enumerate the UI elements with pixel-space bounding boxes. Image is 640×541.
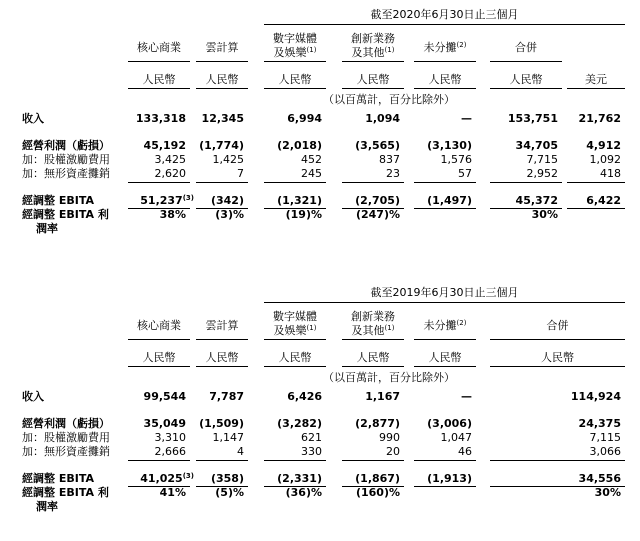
subtotal-rule: [414, 460, 476, 461]
footnote-marker: (3): [182, 472, 194, 480]
table-cell: 46: [458, 445, 472, 458]
currency-underline: [414, 88, 476, 89]
table-cell: 45,372: [515, 194, 558, 207]
table-cell: (247)%: [355, 208, 400, 221]
header-underline: [196, 339, 248, 340]
table-cell: (2,877): [355, 417, 400, 430]
table-cell: 1,576: [440, 153, 472, 166]
table-cell: 35,049: [143, 417, 186, 430]
currency-underline: [196, 88, 248, 89]
table-cell: 20: [386, 445, 400, 458]
table-cell: 621: [301, 431, 322, 444]
row-label-line2: 潤率: [36, 222, 58, 235]
table-cell: (19)%: [285, 208, 322, 221]
table-cell: 7,787: [209, 390, 244, 403]
table-cell: 245: [301, 167, 322, 180]
table-cell: 1,047: [440, 431, 472, 444]
table-cell: 7,715: [526, 153, 558, 166]
column-header: 數字媒體: [273, 310, 317, 323]
row-label: 收入: [22, 390, 44, 403]
table-cell: 452: [301, 153, 322, 166]
column-header: 合併: [515, 41, 537, 54]
table-cell: 1,167: [365, 390, 400, 403]
currency-underline: [342, 88, 404, 89]
row-label: 經營利潤（虧損）: [22, 139, 110, 152]
row-label: 經調整 EBITA: [22, 472, 94, 485]
table-cell: (1,497): [427, 194, 472, 207]
table-cell: 6,994: [287, 112, 322, 125]
table-cell: (3,282): [277, 417, 322, 430]
table-cell: —: [461, 112, 472, 125]
table-cell: 837: [379, 153, 400, 166]
table-cell: (1,913): [427, 472, 472, 485]
header-underline: [490, 339, 625, 340]
unit-note: （以百萬計，百分比除外）: [323, 93, 455, 106]
table-cell: (5)%: [215, 486, 244, 499]
header-underline: [414, 339, 476, 340]
footnote-marker: (3): [182, 194, 194, 202]
table-cell: 1,094: [365, 112, 400, 125]
table-cell: 330: [301, 445, 322, 458]
table-cell: 1,425: [212, 153, 244, 166]
currency-underline: [264, 366, 326, 367]
row-label: 加：無形資產攤銷: [22, 445, 110, 458]
table-cell: 7: [237, 167, 244, 180]
subtotal-rule: [264, 460, 326, 461]
subtotal-rule: [414, 182, 476, 183]
table-cell: 418: [600, 167, 621, 180]
table-cell: 57: [458, 167, 472, 180]
column-header: 核心商業: [137, 41, 181, 54]
unit-note: （以百萬計，百分比除外）: [323, 371, 455, 384]
table-cell: 30%: [531, 208, 558, 221]
period-underline: [264, 24, 625, 25]
currency-underline: [196, 366, 248, 367]
column-header: 合併: [546, 319, 569, 332]
currency-label: 人民幣: [509, 73, 543, 86]
table-cell: 133,318: [135, 112, 186, 125]
header-underline: [128, 339, 190, 340]
total-rule: [414, 486, 476, 487]
table-cell: 24,375: [578, 417, 621, 430]
row-label: 加：股權激勵費用: [22, 431, 110, 444]
currency-underline: [128, 88, 190, 89]
column-header-line2: 及其他$^{(1)}$: [351, 324, 395, 337]
column-header: 未分攤$^{(2)}$: [423, 319, 467, 332]
currency-label: 人民幣: [142, 73, 176, 86]
currency-label: 人民幣: [278, 351, 312, 364]
header-underline: [342, 61, 404, 62]
table-cell: 45,192: [143, 139, 186, 152]
currency-underline: [567, 88, 625, 89]
header-underline: [342, 339, 404, 340]
table-cell: 41,025$^{(3)}$: [140, 472, 194, 485]
footnote-marker: (1): [306, 324, 317, 332]
subtotal-rule: [567, 182, 625, 183]
table-cell: 21,762: [578, 112, 621, 125]
row-label: 經調整 EBITA: [22, 194, 94, 207]
currency-label: 美元: [585, 73, 607, 86]
table-cell: (1,774): [199, 139, 244, 152]
table-cell: 34,705: [515, 139, 558, 152]
table-cell: (36)%: [285, 486, 322, 499]
subtotal-rule: [128, 182, 190, 183]
table-cell: (2,018): [277, 139, 322, 152]
currency-underline: [490, 88, 562, 89]
row-label: 加：無形資產攤銷: [22, 167, 110, 180]
table-cell: 99,544: [143, 390, 186, 403]
footnote-marker: (1): [306, 46, 317, 54]
total-rule: [567, 208, 625, 209]
header-underline: [128, 61, 190, 62]
footnote-marker: (1): [384, 324, 395, 332]
table-cell: (3,565): [355, 139, 400, 152]
total-rule: [414, 208, 476, 209]
table-cell: (1,867): [355, 472, 400, 485]
table-cell: 4: [237, 445, 244, 458]
table-cell: 51,237$^{(3)}$: [140, 194, 194, 207]
table-cell: 2,952: [526, 167, 558, 180]
table-cell: 2,666: [154, 445, 186, 458]
table-cell: 12,345: [201, 112, 244, 125]
currency-label: 人民幣: [356, 73, 390, 86]
table-cell: 4,912: [586, 139, 621, 152]
table-cell: 6,422: [586, 194, 621, 207]
table-cell: (1,321): [277, 194, 322, 207]
table-cell: 6,426: [287, 390, 322, 403]
currency-underline: [342, 366, 404, 367]
column-header: 創新業務: [351, 310, 395, 323]
table-cell: 30%: [594, 486, 621, 499]
currency-label: 人民幣: [428, 73, 462, 86]
table-cell: 114,924: [570, 390, 621, 403]
currency-label: 人民幣: [205, 73, 239, 86]
period-title: 截至2019年6月30日止三個月: [370, 286, 519, 299]
table-cell: 3,425: [154, 153, 186, 166]
table-cell: (2,331): [277, 472, 322, 485]
currency-underline: [414, 366, 476, 367]
table-cell: 23: [386, 167, 400, 180]
row-label: 經營利潤（虧損）: [22, 417, 110, 430]
footnote-marker: (2): [456, 41, 467, 49]
table-cell: 2,620: [154, 167, 186, 180]
table-cell: 3,310: [154, 431, 186, 444]
header-underline: [264, 61, 326, 62]
column-header: 未分攤$^{(2)}$: [423, 41, 467, 54]
table-cell: (160)%: [355, 486, 400, 499]
table-cell: (342): [210, 194, 244, 207]
subtotal-rule: [196, 182, 248, 183]
currency-label: 人民幣: [428, 351, 462, 364]
currency-label: 人民幣: [356, 351, 390, 364]
table-cell: 3,066: [589, 445, 621, 458]
table-cell: 7,115: [589, 431, 621, 444]
table-cell: 38%: [159, 208, 186, 221]
table-cell: 34,556: [578, 472, 621, 485]
column-header-line2: 及娛樂$^{(1)}$: [273, 324, 317, 337]
row-label-line2: 潤率: [36, 500, 58, 513]
column-header: 雲計算: [205, 319, 239, 332]
subtotal-rule: [128, 460, 190, 461]
footnote-marker: (1): [384, 46, 395, 54]
table-cell: —: [461, 390, 472, 403]
table-cell: (3,130): [427, 139, 472, 152]
column-header: 核心商業: [137, 319, 181, 332]
subtotal-rule: [342, 182, 404, 183]
currency-label: 人民幣: [541, 351, 574, 364]
table-cell: (1,509): [199, 417, 244, 430]
header-underline: [490, 61, 562, 62]
currency-label: 人民幣: [278, 73, 312, 86]
column-header: 創新業務: [351, 32, 395, 45]
subtotal-rule: [490, 460, 625, 461]
table-cell: 153,751: [507, 112, 558, 125]
currency-label: 人民幣: [205, 351, 239, 364]
column-header-line2: 及娛樂$^{(1)}$: [273, 46, 317, 59]
table-cell: 1,147: [212, 431, 244, 444]
subtotal-rule: [264, 182, 326, 183]
table-cell: (3,006): [427, 417, 472, 430]
currency-label: 人民幣: [142, 351, 176, 364]
row-label: 收入: [22, 112, 44, 125]
table-cell: 990: [379, 431, 400, 444]
table-cell: (358): [210, 472, 244, 485]
row-label: 加：股權激勵費用: [22, 153, 110, 166]
period-title: 截至2020年6月30日止三個月: [370, 8, 519, 21]
row-label: 經調整 EBITA 利: [22, 208, 109, 221]
table-cell: 41%: [159, 486, 186, 499]
subtotal-rule: [490, 182, 562, 183]
column-header-line2: 及其他$^{(1)}$: [351, 46, 395, 59]
header-underline: [196, 61, 248, 62]
currency-underline: [264, 88, 326, 89]
row-label: 經調整 EBITA 利: [22, 486, 109, 499]
column-header: 雲計算: [205, 41, 239, 54]
currency-underline: [490, 366, 625, 367]
footnote-marker: (2): [456, 319, 467, 327]
subtotal-rule: [342, 460, 404, 461]
header-underline: [414, 61, 476, 62]
currency-underline: [128, 366, 190, 367]
table-cell: 1,092: [589, 153, 621, 166]
subtotal-rule: [196, 460, 248, 461]
header-underline: [264, 339, 326, 340]
table-cell: (3)%: [215, 208, 244, 221]
period-underline: [264, 302, 625, 303]
table-cell: (2,705): [355, 194, 400, 207]
column-header: 數字媒體: [273, 32, 317, 45]
